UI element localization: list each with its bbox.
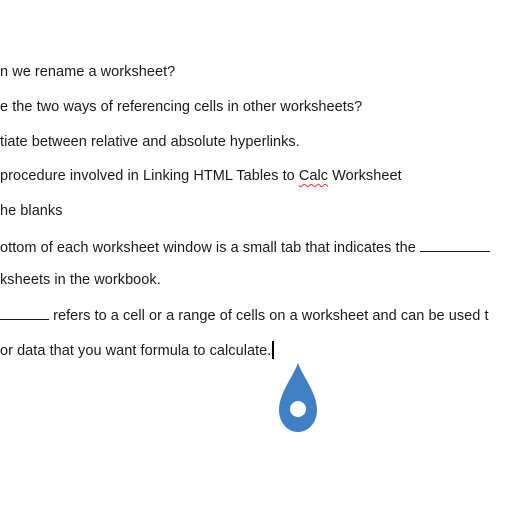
question-line-3 bbox=[0, 133, 300, 151]
line-text-tail: Worksheet bbox=[328, 168, 402, 184]
line-text: procedure involved in Linking HTML Tables to bbox=[0, 168, 299, 184]
answer-blank bbox=[0, 305, 49, 320]
line-text: refers to a cell or a range of cells on a worksheet and can be used t bbox=[49, 308, 489, 324]
line-text: e the two ways of referencing cells in other worksheets? bbox=[0, 99, 363, 115]
touch-drop-cursor-icon[interactable] bbox=[277, 363, 319, 433]
blank-question-1 bbox=[0, 237, 490, 257]
line-text: or data that you want formula to calculate. bbox=[0, 343, 272, 359]
blank-question-1-continued bbox=[0, 271, 161, 289]
line-text: n we rename a worksheet? bbox=[0, 64, 176, 80]
section-heading-fill-blanks bbox=[0, 202, 63, 220]
question-line-1 bbox=[0, 63, 175, 81]
blank-question-2 bbox=[0, 305, 489, 325]
line-text: ottom of each worksheet window is a small tab that indicates the bbox=[0, 240, 420, 256]
text-caret bbox=[272, 341, 273, 359]
blank-question-2-continued[interactable] bbox=[0, 341, 274, 360]
misspelled-word[interactable]: Calc bbox=[298, 168, 329, 184]
question-line-4 bbox=[0, 167, 402, 185]
line-text: ksheets in the workbook. bbox=[0, 272, 161, 288]
question-line-2 bbox=[0, 98, 362, 116]
line-text: tiate between relative and absolute hyperlinks. bbox=[0, 134, 300, 150]
answer-blank bbox=[420, 237, 490, 252]
line-text: he blanks bbox=[0, 203, 63, 219]
